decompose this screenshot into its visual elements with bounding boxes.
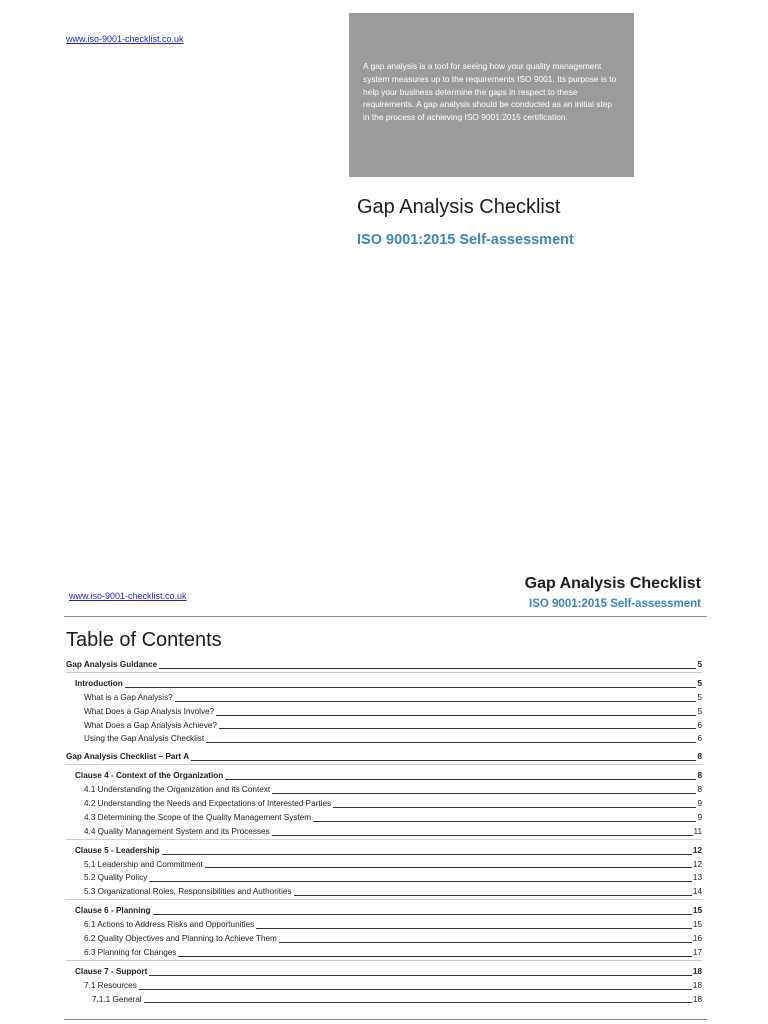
toc-entry[interactable]	[66, 783, 702, 797]
toc-entry-page: 16	[692, 934, 702, 944]
toc-entry-label: Clause 6 - Planning	[75, 906, 151, 916]
toc-leader-line	[178, 955, 691, 957]
toc-entry-label: 6.2 Quality Objectives and Planning to Achieve Them	[84, 934, 277, 944]
toc-entry[interactable]	[66, 993, 702, 1007]
toc-entry-label: 5.3 Organizational Roles, Responsibilities and Authorities	[84, 887, 292, 897]
toc-entry-label: Clause 4 - Context of the Organization	[75, 771, 224, 781]
toc-entry-label: What Does a Gap Analysis Involve?	[84, 706, 215, 716]
toc-entry-label: 6.1 Actions to Address Risks and Opportunities	[84, 920, 255, 930]
toc-leader-line	[313, 820, 696, 822]
toc-entry-label: Gap Analysis Checklist – Part A	[66, 752, 190, 762]
toc-entry-page: 12	[692, 859, 702, 869]
toc-entry-label: 5.2 Quality Policy	[84, 873, 148, 883]
toc-entry[interactable]	[66, 797, 702, 811]
toc-entry-page: 9	[697, 812, 702, 822]
toc-leader-line	[149, 880, 692, 882]
toc-entry-page: 5	[697, 659, 702, 669]
toc-entry-page: 17	[692, 947, 702, 957]
cover-intro-text: A gap analysis is a tool for seeing how your quality management system measures up to the requirements ISO 9001. Its purpose is to help your business determine the gaps in respect to these requirements. A gap analysis should be conducted as an initial step in the process of achieving ISO 9001:2015 certification.	[363, 61, 617, 123]
toc-entry[interactable]	[66, 691, 702, 705]
toc-entry-page: 18	[692, 966, 702, 976]
toc-leader-line	[205, 866, 692, 868]
toc-entry-page: 15	[692, 920, 702, 930]
toc-entry[interactable]	[66, 858, 702, 872]
toc-entry-label: 4.1 Understanding the Organization and its Context	[84, 785, 271, 795]
toc-entry[interactable]	[66, 979, 702, 993]
header-divider	[64, 616, 707, 617]
toc-entry[interactable]	[66, 677, 702, 691]
toc-leader-line	[216, 714, 696, 716]
header-website-link[interactable]: www.iso-9001-checklist.co.uk	[69, 591, 187, 601]
header-title: Gap Analysis Checklist	[524, 575, 701, 592]
toc-leader-line	[144, 1001, 692, 1003]
toc-entry-label: Introduction	[75, 678, 123, 688]
toc-entry-label: 7.1.1 General	[92, 994, 142, 1004]
toc-entry-label: Clause 7 - Support	[75, 966, 148, 976]
toc-entry[interactable]	[66, 885, 702, 899]
toc-entry-label: 4.2 Understanding the Needs and Expectations of Interested Parties	[84, 799, 332, 808]
toc-entry[interactable]	[66, 769, 702, 783]
toc-leader-line	[225, 778, 696, 780]
toc-leader-line	[272, 834, 693, 836]
toc-leader-line	[149, 974, 692, 976]
toc-entry-page: 6	[697, 720, 702, 730]
toc-entry-page: 8	[697, 771, 702, 781]
toc-leader-line	[153, 913, 692, 915]
toc-leader-line	[191, 759, 696, 761]
toc-entry-label: 4.3 Determining the Scope of the Quality Management System	[84, 812, 312, 822]
toc-leader-line	[294, 894, 692, 896]
toc-leader-line	[159, 667, 696, 669]
toc-leader-line	[175, 700, 697, 702]
toc-entry-page: 8	[697, 785, 702, 795]
toc-entry-page: 9	[697, 799, 702, 808]
toc-entry-page: 12	[692, 845, 702, 855]
toc-entry-label: Clause 5 - Leadership	[75, 845, 160, 855]
table-of-contents	[66, 658, 702, 1006]
toc-entry-label: Using the Gap Analysis Checklist	[84, 734, 205, 744]
toc-entry-page: 18	[692, 994, 702, 1004]
toc-entry[interactable]	[66, 811, 702, 825]
toc-entry[interactable]	[66, 705, 702, 719]
toc-entry-label: Gap Analysis Guidance	[66, 659, 158, 669]
cover-website-link[interactable]: www.iso-9001-checklist.co.uk	[66, 34, 184, 44]
footer-divider	[64, 1019, 707, 1020]
toc-entry-page: 11	[693, 826, 702, 836]
toc-entry-page: 5	[697, 692, 702, 702]
toc-entry[interactable]	[66, 719, 702, 733]
toc-entry-label: What Does a Gap Analysis Achieve?	[84, 720, 217, 730]
toc-entry-page: 5	[697, 678, 702, 688]
toc-entry-page: 6	[697, 734, 702, 744]
toc-title: Table of Contents	[66, 629, 222, 651]
toc-entry[interactable]	[66, 946, 702, 960]
toc-entry[interactable]	[66, 904, 702, 918]
toc-leader-line	[219, 727, 697, 729]
toc-leader-line	[162, 853, 692, 855]
toc-entry[interactable]	[66, 732, 702, 746]
toc-entry[interactable]	[66, 844, 702, 858]
toc-leader-line	[272, 792, 696, 794]
toc-entry-label: 5.1 Leadership and Commitment	[84, 859, 203, 869]
toc-entry[interactable]	[66, 658, 702, 672]
toc-leader-line	[256, 927, 692, 929]
toc-entry-page: 5	[697, 706, 702, 716]
toc-entry[interactable]	[66, 918, 702, 932]
toc-entry-page: 13	[692, 873, 702, 883]
toc-leader-line	[279, 941, 692, 943]
toc-entry-label: What is a Gap Analysis?	[84, 692, 173, 702]
toc-leader-line	[333, 806, 696, 808]
toc-entry-label: 6.3 Planning for Changes	[84, 947, 177, 957]
toc-entry-page: 8	[697, 752, 702, 762]
toc-entry-page: 14	[692, 887, 702, 897]
cover-title: Gap Analysis Checklist	[357, 196, 561, 218]
header-subtitle: ISO 9001:2015 Self-assessment	[529, 598, 701, 610]
toc-entry[interactable]	[66, 965, 702, 979]
toc-entry-page: 18	[692, 980, 702, 990]
toc-entry[interactable]	[66, 871, 702, 885]
toc-leader-line	[206, 741, 696, 743]
toc-leader-line	[139, 988, 692, 990]
cover-intro-box	[349, 13, 634, 177]
toc-entry-page: 15	[692, 906, 702, 916]
toc-entry[interactable]	[66, 932, 702, 946]
cover-subtitle: ISO 9001:2015 Self-assessment	[357, 232, 574, 248]
toc-entry-label: 7.1 Resources	[84, 980, 137, 990]
toc-entry[interactable]	[66, 825, 702, 839]
toc-entry[interactable]	[66, 750, 702, 764]
toc-leader-line	[125, 686, 697, 688]
toc-entry-label: 4.4 Quality Management System and its Processes	[84, 826, 270, 836]
